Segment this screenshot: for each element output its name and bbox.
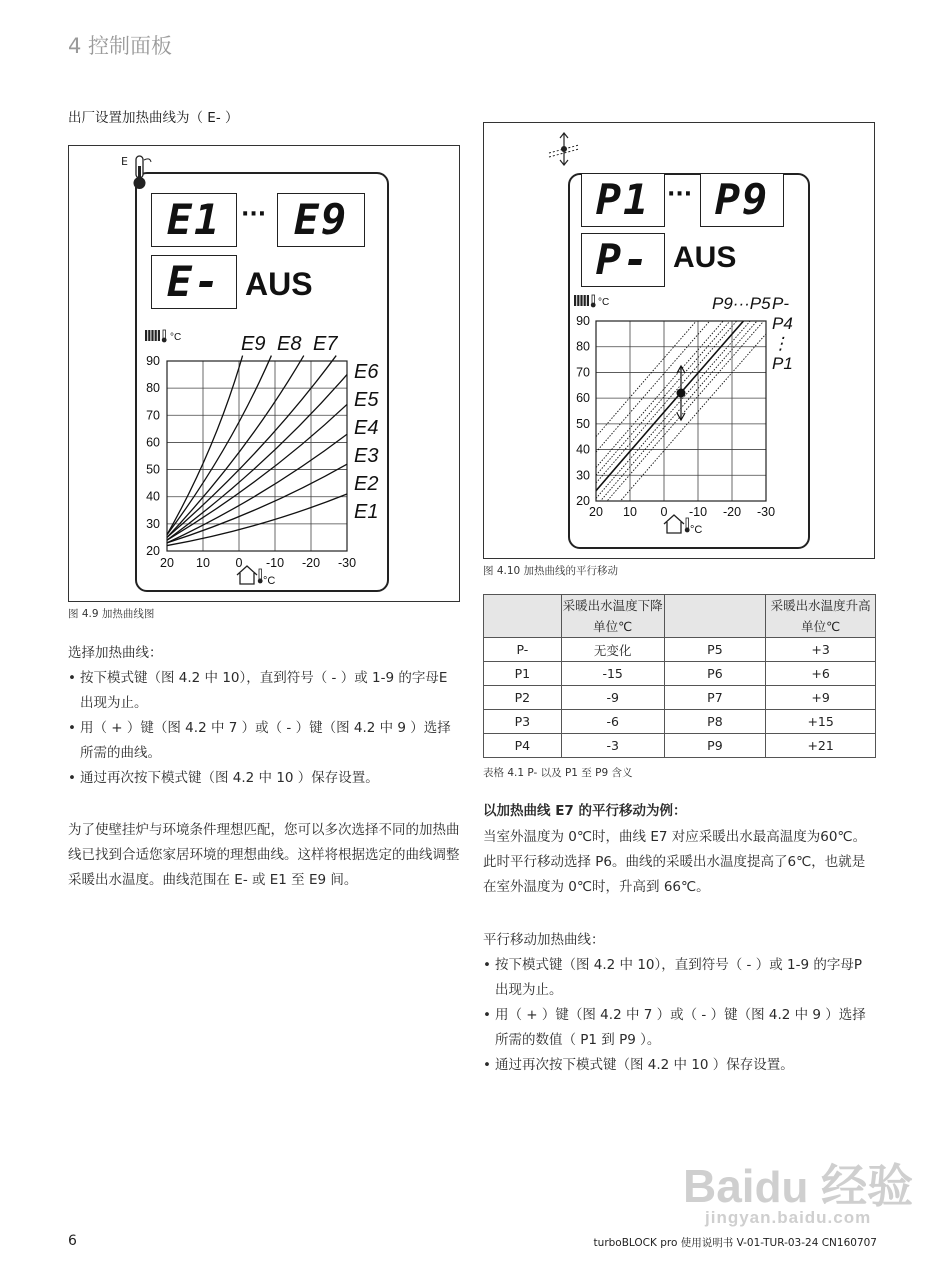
e-label: E bbox=[121, 155, 128, 168]
heating-curve-chart bbox=[69, 316, 459, 596]
x-tick-label: 10 bbox=[196, 556, 210, 570]
curve-e9 bbox=[167, 356, 243, 535]
table-cell: +21 bbox=[766, 734, 876, 758]
segment-e-minus: E- bbox=[151, 255, 237, 309]
table-cell: P2 bbox=[484, 686, 562, 710]
factory-setting-heading: 出厂设置加热曲线为（ E- ） bbox=[68, 110, 239, 126]
thermometer-bulb bbox=[258, 579, 263, 584]
shift-label: P4 bbox=[772, 314, 793, 333]
select-curve-steps bbox=[68, 666, 463, 791]
heating-curve-figure bbox=[68, 145, 460, 602]
aus-label: AUS bbox=[245, 266, 313, 302]
parallel-shift-icon bbox=[546, 131, 582, 167]
table-cell: P3 bbox=[484, 710, 562, 734]
curve-label: E2 bbox=[354, 473, 379, 495]
p-value-table bbox=[483, 594, 876, 758]
parallel-shift-intro: 平行移动加热曲线： bbox=[483, 932, 605, 948]
table-cell: -9 bbox=[561, 686, 664, 710]
x-tick-label: -20 bbox=[301, 556, 321, 570]
table-header-cell: 采暖出水温度下降单位℃ bbox=[561, 595, 664, 638]
table-cell: -6 bbox=[561, 710, 664, 734]
curve-e2 bbox=[167, 464, 347, 543]
parallel-shift-figure bbox=[483, 122, 875, 559]
thermometer-bulb bbox=[685, 528, 690, 533]
y-tick-label: 80 bbox=[576, 339, 590, 354]
shift-label: ⋮ bbox=[772, 334, 789, 353]
outdoor-unit-label: °C bbox=[263, 575, 276, 587]
segment-p1: P1 bbox=[581, 173, 665, 227]
thermometer-icon bbox=[127, 154, 153, 192]
y-tick-label: 80 bbox=[146, 381, 160, 396]
table-header-row bbox=[484, 595, 876, 638]
curve-label: E4 bbox=[354, 417, 379, 439]
table-row bbox=[484, 638, 876, 662]
table-cell: P8 bbox=[664, 710, 766, 734]
select-curve-intro: 选择加热曲线： bbox=[68, 645, 163, 661]
table-cell: +15 bbox=[766, 710, 876, 734]
example-heading: 以加热曲线 E7 的平行移动为例： bbox=[483, 803, 687, 819]
step-item: • 用（ + ）键（图 4.2 中 7 ）或（ - ）键（图 4.2 中 9 ）选择所需的数值（ P1 到 P9 ）。 bbox=[483, 1003, 878, 1053]
y-tick-label: 60 bbox=[576, 391, 590, 406]
radiator-icon-bar bbox=[574, 295, 576, 306]
chapter-title: 4 控制面板 bbox=[68, 34, 173, 58]
curve-label: E5 bbox=[354, 389, 379, 411]
y-tick-label: 60 bbox=[146, 435, 160, 450]
y-tick-label: 70 bbox=[146, 408, 160, 423]
step-item: • 按下模式键（图 4.2 中 10），直到符号（ - ）或 1-9 的字母P 出现为止。 bbox=[483, 953, 878, 1003]
y-tick-label: 30 bbox=[576, 468, 590, 483]
plot-frame bbox=[167, 361, 347, 551]
y-tick-label: 30 bbox=[146, 516, 160, 531]
table-row bbox=[484, 734, 876, 758]
radiator-icon-bar bbox=[155, 330, 157, 341]
segment-e1: E1 bbox=[151, 193, 237, 247]
x-tick-label: 20 bbox=[589, 505, 603, 519]
y-tick-label: 50 bbox=[146, 462, 160, 477]
y-tick-label: 70 bbox=[576, 365, 590, 380]
curve-label: E9 bbox=[241, 333, 266, 355]
table-row bbox=[484, 710, 876, 734]
table-cell: P5 bbox=[664, 638, 766, 662]
table-cell: -15 bbox=[561, 662, 664, 686]
table-header-cell bbox=[664, 595, 766, 638]
curve-e7 bbox=[167, 356, 304, 538]
curve-label: E8 bbox=[277, 333, 302, 355]
thermometer-bulb bbox=[591, 303, 596, 308]
y-tick-label: 40 bbox=[576, 442, 590, 457]
left-instructions bbox=[68, 641, 463, 791]
thermometer-icon bbox=[259, 569, 262, 579]
step-item: • 通过再次按下模式键（图 4.2 中 10 ）保存设置。 bbox=[483, 1053, 878, 1078]
x-tick-label: -10 bbox=[265, 556, 285, 570]
radiator-icon-bar bbox=[577, 295, 579, 306]
x-tick-label: 0 bbox=[660, 505, 668, 519]
aus-label: AUS bbox=[673, 241, 737, 274]
step-item: • 按下模式键（图 4.2 中 10），直到符号（ - ）或 1-9 的字母E 出现为止。 bbox=[68, 666, 463, 716]
radiator-icon-bar bbox=[151, 330, 153, 341]
parallel-shift-steps bbox=[483, 953, 878, 1078]
curve-label: E6 bbox=[354, 361, 379, 383]
right-instructions bbox=[483, 928, 878, 1078]
x-tick-label: -10 bbox=[688, 505, 708, 519]
x-tick-label: 10 bbox=[623, 505, 637, 519]
x-tick-label: -20 bbox=[722, 505, 742, 519]
y-tick-label: 50 bbox=[576, 416, 590, 431]
table-header-cell bbox=[484, 595, 562, 638]
unit-label: °C bbox=[170, 332, 182, 343]
shift-label: P- bbox=[772, 294, 789, 313]
curve-label: E7 bbox=[313, 333, 338, 355]
curve-e5 bbox=[167, 375, 347, 541]
radiator-icon-bar bbox=[584, 295, 586, 306]
y-tick-label: 90 bbox=[146, 354, 160, 368]
x-tick-label: -30 bbox=[337, 556, 357, 570]
y-tick-label: 20 bbox=[146, 544, 160, 558]
table-cell: P7 bbox=[664, 686, 766, 710]
table-cell: P1 bbox=[484, 662, 562, 686]
thermometer-icon bbox=[686, 518, 689, 528]
table-row bbox=[484, 686, 876, 710]
example-text: 当室外温度为 0℃时，曲线 E7 对应采暖出水最高温度为60℃。此时平行移动选择 P6。曲线的采暖出水温度提高了6℃，也就是在室外温度为 0℃时，升高到 66℃。 bbox=[483, 829, 867, 895]
curve-e8 bbox=[167, 356, 271, 535]
parallel-shift-chart bbox=[484, 289, 874, 549]
shift-curve bbox=[596, 334, 766, 529]
page-number: 6 bbox=[68, 1233, 77, 1249]
table-cell: +6 bbox=[766, 662, 876, 686]
radiator-icon-bar bbox=[158, 330, 160, 341]
y-tick-label: 20 bbox=[576, 494, 590, 508]
segment-p-minus: P- bbox=[581, 233, 665, 287]
figure-4-10-caption: 图 4.10 加热曲线的平行移动 bbox=[483, 565, 619, 577]
table-cell: +3 bbox=[766, 638, 876, 662]
thermometer-bulb bbox=[162, 338, 167, 343]
y-tick-label: 40 bbox=[146, 489, 160, 504]
table-header-cell: 采暖出水温度升高单位℃ bbox=[766, 595, 876, 638]
segment-p9: P9 bbox=[700, 173, 784, 227]
radiator-icon-bar bbox=[580, 295, 582, 306]
figure-4-9-caption: 图 4.9 加热曲线图 bbox=[68, 608, 155, 620]
x-tick-label: 20 bbox=[160, 556, 174, 570]
curve-label: E1 bbox=[354, 501, 379, 523]
table-cell: 无变化 bbox=[561, 638, 664, 662]
table-cell: P9 bbox=[664, 734, 766, 758]
table-row bbox=[484, 662, 876, 686]
x-tick-label: 0 bbox=[235, 556, 243, 570]
table-cell: -3 bbox=[561, 734, 664, 758]
step-item: • 通过再次按下模式键（图 4.2 中 10 ）保存设置。 bbox=[68, 766, 463, 791]
y-tick-label: 90 bbox=[576, 314, 590, 328]
radiator-icon-bar bbox=[145, 330, 147, 341]
radiator-icon-bar bbox=[587, 295, 589, 306]
unit-label: °C bbox=[598, 297, 610, 308]
segment-dots: ··· bbox=[667, 182, 693, 207]
segment-dots: ··· bbox=[241, 202, 267, 227]
step-item: • 用（ + ）键（图 4.2 中 7 ）或（ - ）键（图 4.2 中 9 ）选择所需的曲线。 bbox=[68, 716, 463, 766]
table-cell: +9 bbox=[766, 686, 876, 710]
curve-explanation: 为了使壁挂炉与环境条件理想匹配，您可以多次选择不同的加热曲线已找到合适您家居环境的理想曲线。这样将根据选定的曲线调整采暖出水温度。曲线范围在 E- 或 E1 至 E9 间。 bbox=[68, 822, 460, 888]
outdoor-unit-label: °C bbox=[690, 524, 703, 536]
shift-range-label: P9···P5 bbox=[712, 294, 771, 313]
segment-e9: E9 bbox=[277, 193, 365, 247]
radiator-icon-bar bbox=[148, 330, 150, 341]
footer-doc-id: turboBLOCK pro 使用说明书 V-01-TUR-03-24 CN160707 bbox=[593, 1237, 877, 1249]
shift-label: P1 bbox=[772, 354, 793, 373]
table-cell: P4 bbox=[484, 734, 562, 758]
watermark-url: jingyan.baidu.com bbox=[705, 1208, 872, 1227]
table-4-1-caption: 表格 4.1 P- 以及 P1 至 P9 含义 bbox=[483, 767, 633, 779]
watermark-logo: Baidu 经验 bbox=[683, 1160, 914, 1212]
x-tick-label: -30 bbox=[756, 505, 776, 519]
curve-label: E3 bbox=[354, 445, 379, 467]
table-cell: P6 bbox=[664, 662, 766, 686]
table-cell: P- bbox=[484, 638, 562, 662]
shift-point bbox=[677, 389, 686, 398]
